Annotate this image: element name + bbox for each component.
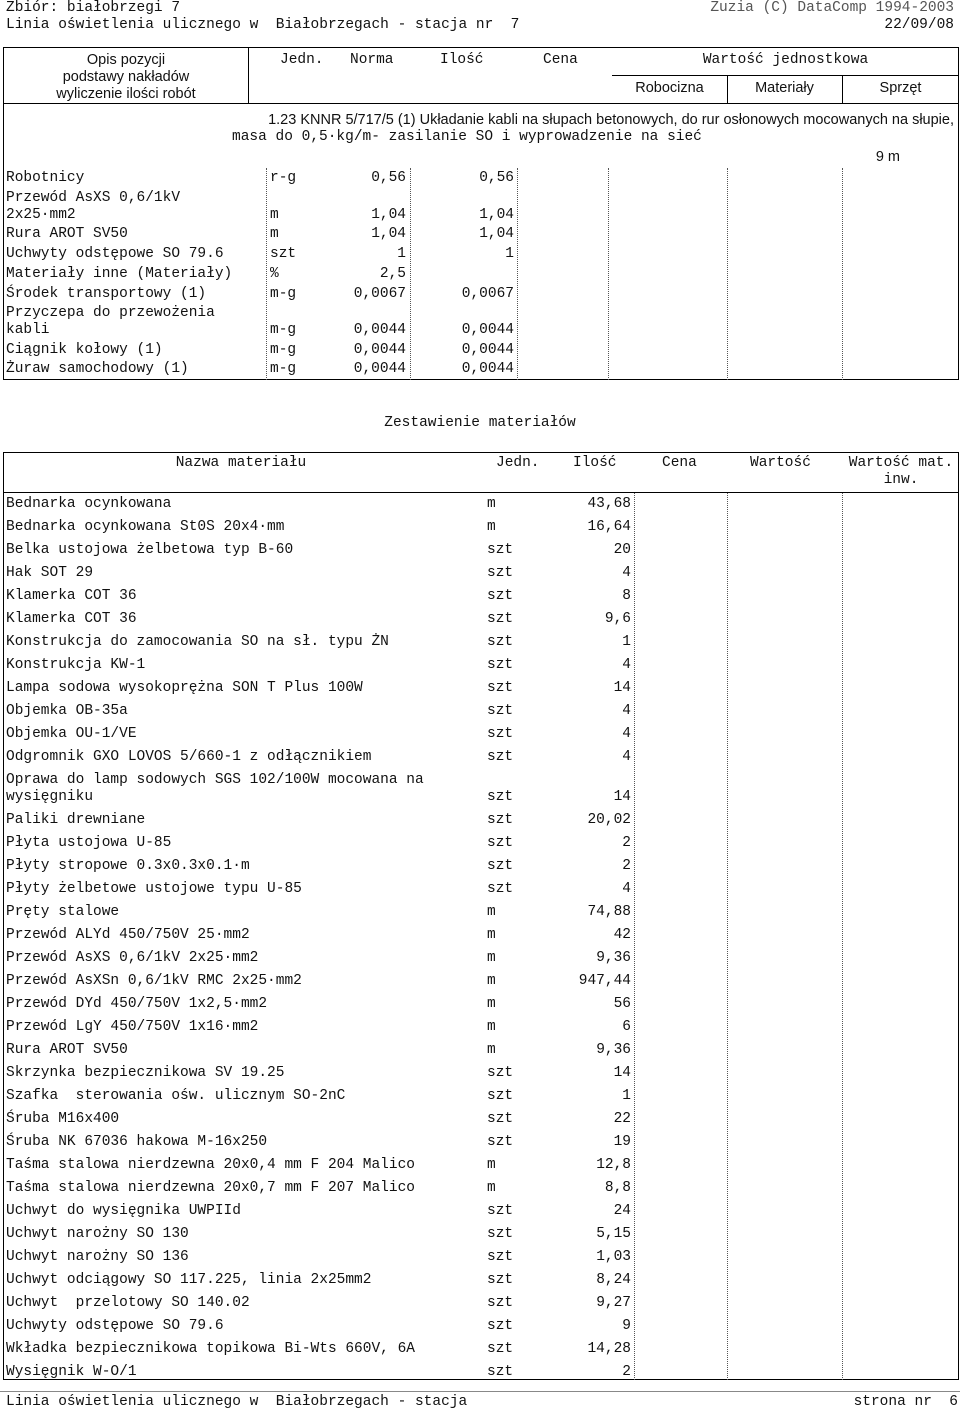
material-quantity: 4 [622,657,631,673]
row-norm: 1 [397,246,406,262]
material-quantity: 14 [613,680,631,696]
material-quantity: 12,8 [596,1157,631,1173]
material-unit: szt [487,812,514,828]
material-quantity: 14 [613,789,631,805]
material-unit: m [487,950,496,966]
material-quantity: 9,36 [596,950,631,966]
col-header-description: podstawy nakładów [62,69,190,85]
material-unit: szt [487,1134,514,1150]
material-name: Uchwyty odstępowe SO 79.6 [6,1318,224,1334]
material-unit: m [487,973,496,989]
col-header-materials: Materiały [755,80,814,96]
col-header-quantity: Ilość [440,52,484,68]
row-quantity: 1,04 [479,226,514,242]
row-unit: r-g [270,170,297,186]
material-unit: szt [487,1272,514,1288]
material-name: Konstrukcja KW-1 [6,657,146,673]
material-unit: szt [487,680,514,696]
material-unit: m [487,996,496,1012]
material-name: Objemka OU-1/VE [6,726,137,742]
mat-col-header-value-inv: Wartość mat. [848,455,954,471]
material-name: Uchwyt narożny SO 136 [6,1249,189,1265]
col-guide [842,493,843,1380]
material-unit: szt [487,1088,514,1104]
row-norm: 0,0044 [353,322,406,338]
col-guide [517,168,518,380]
row-norm: 1,04 [371,207,406,223]
row-name-cont: 2x25·mm2 [6,207,76,223]
material-quantity: 8,8 [604,1180,631,1196]
row-name: Robotnicy [6,170,85,186]
material-quantity: 20,02 [587,812,631,828]
material-name: Uchwyt przelotowy SO 140.02 [6,1295,250,1311]
material-unit: szt [487,1249,514,1265]
material-name: Pręty stalowe [6,904,120,920]
col-header-description: Opis pozycji [86,52,166,68]
material-name: Wysięgnik W-O/1 [6,1364,137,1380]
row-quantity: 0,0044 [461,342,514,358]
material-quantity: 5,15 [596,1226,631,1242]
material-name: Taśma stalowa nierdzewna 20x0,7 mm F 207 Malico [6,1180,415,1196]
material-unit: szt [487,703,514,719]
material-unit: szt [487,1065,514,1081]
material-name: Uchwyt narożny SO 130 [6,1226,189,1242]
material-quantity: 43,68 [587,496,631,512]
material-unit: m [487,1157,496,1173]
row-norm: 0,56 [371,170,406,186]
footer-rule [0,1391,960,1392]
material-name: Oprawa do lamp sodowych SGS 102/100W mocowana na [6,772,424,788]
material-name: Przewód ALYd 450/750V 25·mm2 [6,927,250,943]
row-quantity: 0,0067 [461,286,514,302]
document-title: Linia oświetlenia ulicznego w Białobrzegach - stacja nr 7 [6,17,520,33]
material-quantity: 1,03 [596,1249,631,1265]
material-name: Hak SOT 29 [6,565,94,581]
mat-col-header-name: Nazwa materiału [175,455,307,471]
material-quantity: 4 [622,749,631,765]
col-header-equipment: Sprzęt [879,80,922,96]
material-name: Rura AROT SV50 [6,1042,128,1058]
material-unit: m [487,927,496,943]
row-quantity: 1,04 [479,207,514,223]
row-name: Materiały inne (Materiały) [6,266,233,282]
mat-col-header-unit: Jedn. [496,455,540,471]
material-quantity: 74,88 [587,904,631,920]
material-name: Klamerka COT 36 [6,611,137,627]
material-unit: m [487,1180,496,1196]
material-name-cont: wysięgniku [6,789,94,805]
material-name: Skrzynka bezpiecznikowa SV 19.25 [6,1065,285,1081]
document-date: 22/09/08 [884,17,954,33]
material-name: Płyty stropowe 0.3x0.3x0.1·m [6,858,250,874]
material-unit: m [487,1042,496,1058]
col-guide [842,168,843,380]
position-title: 1.23 KNNR 5/717/5 (1) Układanie kabli na słupach betonowych, do rur osłonowych mocowanych na słupie, [268,112,954,128]
material-quantity: 1 [622,634,631,650]
subheader-divider [612,75,959,76]
col-guide [266,168,267,380]
material-quantity: 1 [622,1088,631,1104]
material-name: Przewód AsXSn 0,6/1kV RMC 2x25·mm2 [6,973,302,989]
material-name: Belka ustojowa żelbetowa typ B-60 [6,542,294,558]
col-guide [727,493,728,1380]
material-quantity: 4 [622,726,631,742]
material-unit: m [487,1019,496,1035]
material-unit: szt [487,542,514,558]
material-name: Śruba M16x400 [6,1111,120,1127]
col-guide [608,168,609,380]
material-quantity: 14 [613,1065,631,1081]
col-header-price: Cena [543,52,578,68]
row-norm: 1,04 [371,226,406,242]
position-title-cont: masa do 0,5·kg/m- zasilanie SO i wyprowadzenie na sieć [232,129,702,145]
material-name: Taśma stalowa nierdzewna 20x0,4 mm F 204 Malico [6,1157,415,1173]
material-unit: szt [487,565,514,581]
material-unit: szt [487,1341,514,1357]
col-guide [634,493,635,1380]
material-quantity: 16,64 [587,519,631,535]
material-unit: m [487,496,496,512]
material-quantity: 8,24 [596,1272,631,1288]
footer-title: Linia oświetlenia ulicznego w Białobrzegach - stacja [6,1394,468,1410]
material-quantity: 9,27 [596,1295,631,1311]
material-quantity: 2 [622,835,631,851]
col-header-norm: Norma [350,52,394,68]
material-unit: szt [487,611,514,627]
material-name: Uchwyt do wysięgnika UWPIId [6,1203,241,1219]
material-unit: szt [487,726,514,742]
material-quantity: 9 [622,1318,631,1334]
row-unit: m-g [270,342,297,358]
row-name: Rura AROT SV50 [6,226,128,242]
row-unit: m-g [270,286,297,302]
material-name: Płyta ustojowa U-85 [6,835,172,851]
row-norm: 0,0044 [353,361,406,377]
col-sep [248,47,249,103]
material-name: Paliki drewniane [6,812,146,828]
row-quantity: 0,56 [479,170,514,186]
position-quantity: 9 m [875,149,900,165]
material-unit: szt [487,1111,514,1127]
material-unit: szt [487,749,514,765]
row-norm: 0,0067 [353,286,406,302]
material-quantity: 22 [613,1111,631,1127]
row-unit: % [270,266,279,282]
material-quantity: 4 [622,703,631,719]
row-unit: m [270,226,279,242]
material-name: Odgromnik GXO LOVOS 5/660-1 z odłącznikiem [6,749,372,765]
material-unit: szt [487,789,514,805]
material-name: Klamerka COT 36 [6,588,137,604]
material-name: Przewód AsXS 0,6/1kV 2x25·mm2 [6,950,259,966]
material-unit: szt [487,1364,514,1380]
col-header-description: wyliczenie ilości robót [56,86,196,102]
material-unit: szt [487,1318,514,1334]
material-quantity: 14,28 [587,1341,631,1357]
material-unit: m [487,904,496,920]
material-unit: szt [487,588,514,604]
collection-name: Zbiór: białobrzegi 7 [6,0,181,16]
materials-title: Zestawienie materiałów [384,415,576,431]
row-norm: 0,0044 [353,342,406,358]
material-quantity: 2 [622,1364,631,1380]
material-name: Wkładka bezpiecznikowa topikowa Bi-Wts 660V, 6A [6,1341,415,1357]
material-unit: szt [487,657,514,673]
mat-col-header-quantity: Ilość [573,455,617,471]
material-unit: szt [487,1203,514,1219]
row-unit: m-g [270,361,297,377]
material-quantity: 947,44 [578,973,631,989]
material-name: Objemka OB-35a [6,703,128,719]
materials-header-divider [3,492,959,493]
material-name: Przewód LgY 450/750V 1x16·mm2 [6,1019,259,1035]
material-unit: szt [487,1295,514,1311]
material-quantity: 9,6 [604,611,631,627]
col-header-unit: Jedn. [280,52,324,68]
material-unit: szt [487,1226,514,1242]
mat-col-header-price: Cena [662,455,697,471]
material-quantity: 24 [613,1203,631,1219]
col-header-labour: Robocizna [635,80,704,96]
material-unit: szt [487,881,514,897]
row-name: Środek transportowy (1) [6,286,207,302]
row-norm: 2,5 [379,266,406,282]
material-quantity: 42 [613,927,631,943]
material-name: Lampa sodowa wysokoprężna SON T Plus 100W [6,680,363,696]
row-quantity: 0,0044 [461,322,514,338]
material-name: Szafka sterowania ośw. ulicznym SO-2nC [6,1088,346,1104]
software-credit: Zuzia (C) DataComp 1994-2003 [710,0,954,16]
row-name-cont: kabli [6,322,50,338]
material-quantity: 9,36 [596,1042,631,1058]
row-name: Przewód AsXS 0,6/1kV [6,190,181,206]
material-unit: szt [487,835,514,851]
row-name: Uchwyty odstępowe SO 79.6 [6,246,224,262]
row-name: Ciągnik kołowy (1) [6,342,163,358]
material-name: Płyty żelbetowe ustojowe typu U-85 [6,881,302,897]
header-divider [3,103,959,104]
material-quantity: 20 [613,542,631,558]
row-unit: m [270,207,279,223]
material-quantity: 56 [613,996,631,1012]
row-unit: szt [270,246,297,262]
material-name: Konstrukcja do zamocowania SO na sł. typu ŻN [6,634,389,650]
material-quantity: 8 [622,588,631,604]
material-unit: szt [487,858,514,874]
row-name: Przyczepa do przewożenia [6,305,215,321]
material-quantity: 4 [622,565,631,581]
col-guide [727,168,728,380]
material-name: Przewód DYd 450/750V 1x2,5·mm2 [6,996,268,1012]
material-unit: m [487,519,496,535]
material-quantity: 6 [622,1019,631,1035]
row-quantity: 0,0044 [461,361,514,377]
material-name: Uchwyt odciągowy SO 117.225, linia 2x25mm2 [6,1272,372,1288]
row-unit: m-g [270,322,297,338]
material-quantity: 2 [622,858,631,874]
mat-col-header-value-inv: inw. [883,472,919,488]
material-unit: szt [487,634,514,650]
material-quantity: 4 [622,881,631,897]
page-number: strona nr 6 [853,1394,958,1410]
material-name: Bednarka ocynkowana [6,496,172,512]
material-name: Bednarka ocynkowana St0S 20x4·mm [6,519,285,535]
material-name: Śruba NK 67036 hakowa M-16x250 [6,1134,268,1150]
material-quantity: 19 [613,1134,631,1150]
mat-col-header-value: Wartość [750,455,811,471]
row-name: Żuraw samochodowy (1) [6,361,189,377]
col-header-unit-value: Wartość jednostkowa [702,52,869,68]
row-quantity: 1 [505,246,514,262]
